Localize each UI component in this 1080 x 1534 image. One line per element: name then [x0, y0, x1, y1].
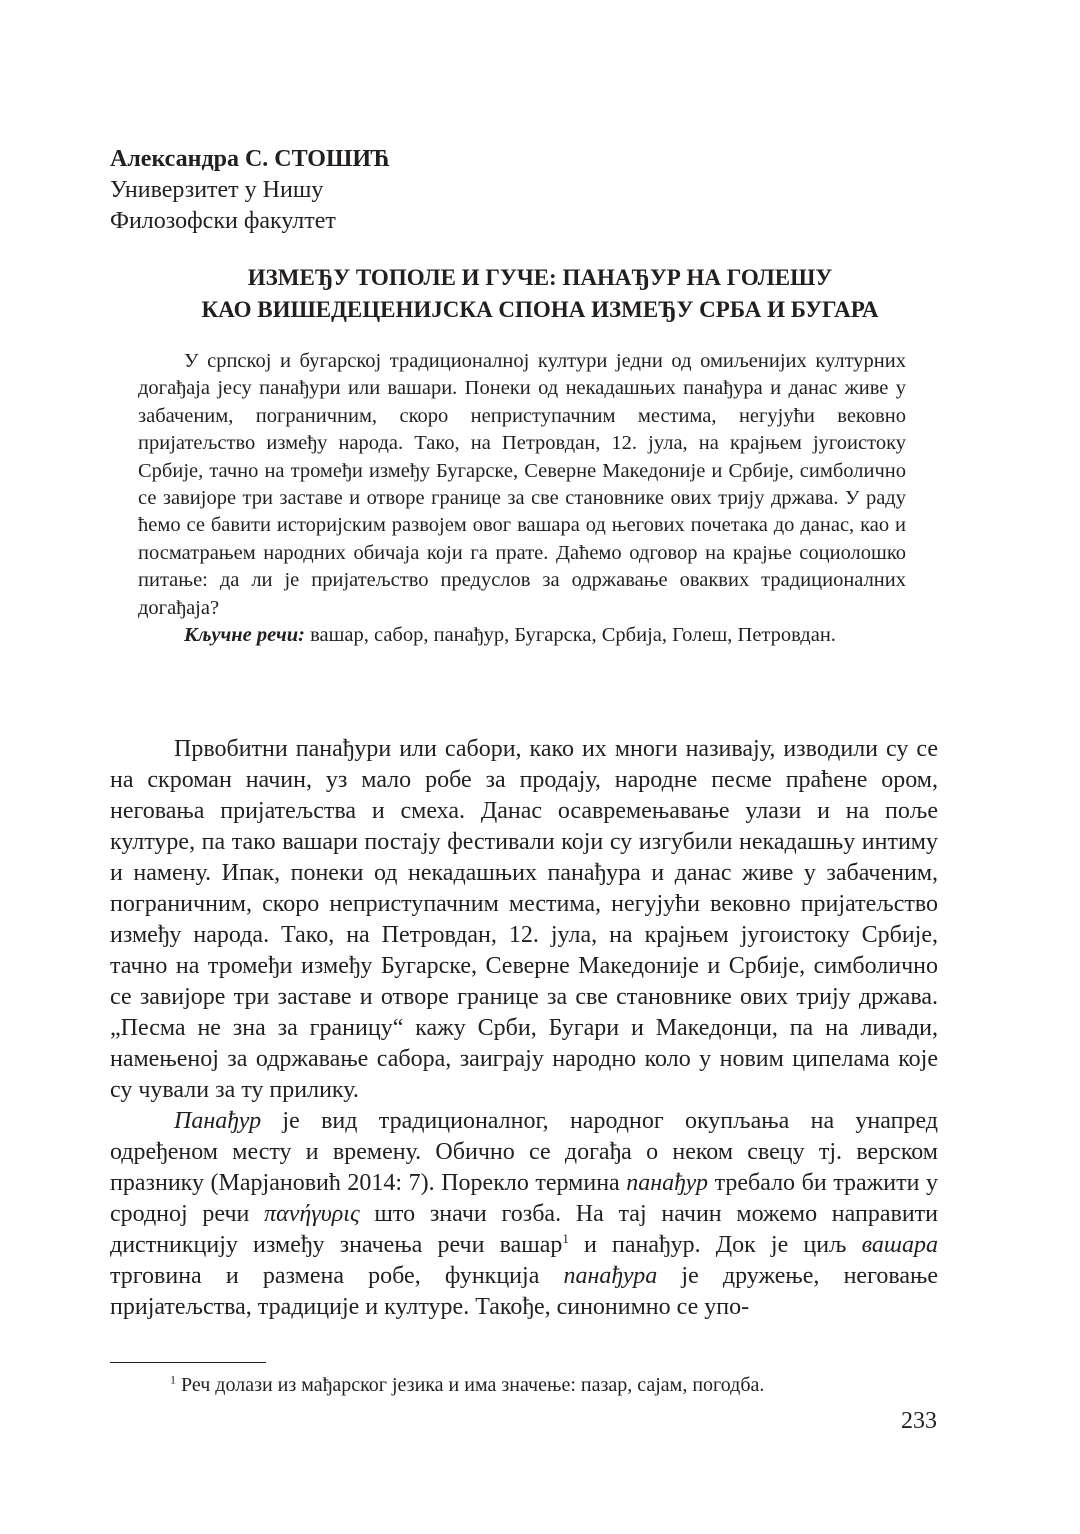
footnote-text: Реч долази из мађарског језика и има значење: пазар, сајам, погодба.: [176, 1374, 765, 1396]
page-number: 233: [901, 1408, 937, 1434]
keywords-label: Кључне речи:: [184, 624, 305, 647]
keywords-text: вашар, сабор, панађур, Бугарска, Србија, Голеш, Петровдан.: [310, 624, 836, 647]
body-p2-text-3: што значи гозба. На тај начин можемо направити дистникцију између значења речи вашар: [110, 1201, 938, 1258]
author-block: [110, 144, 390, 237]
term-greek: πανήγυρις: [264, 1201, 360, 1227]
affiliation-faculty: Филозофски факултет: [110, 208, 336, 234]
footnote: [170, 1372, 764, 1399]
article-title: [110, 262, 970, 326]
abstract-text: У српској и бугарској традиционалној култури једни од омиљенијих културних догађаја јесу панађури или вашари. Понеки од некадашњих панађура и данас живе у забаченим, пограничним, скоро неприступачним местима, негујући вековно пријатељство између народа. Тако, на Петровдан, 12. јула, на крајњем југоистоку Србије, тачно на тромеђи између Бугарске, Северне Македоније и Србије, симболично се завијоре три заставе и отворе границе за све становнике ових трију држава. У раду ћемо се бавити историјским развојем овог вашара од његових почетака до данас, као и посматрањем народних обичаја који га прате. Даћемо одговор на крајње социолошко питање: да ли је пријатељство предуслов за одржавање оваквих традиционалних догађаја?: [138, 350, 906, 619]
footnote-separator: [110, 1362, 266, 1363]
title-line-1: ИЗМЕЂУ ТОПОЛЕ И ГУЧЕ: ПАНАЂУР НА ГОЛЕШУ: [247, 265, 833, 290]
footnote-reference[interactable]: 1: [562, 1231, 569, 1246]
body-p2-text-2: требало би тражити у сродној речи: [110, 1170, 938, 1227]
title-line-2: КАО ВИШЕДЕЦЕНИЈСКА СПОНА ИЗМЕЂУ СРБА И БУГАРА: [201, 297, 879, 322]
affiliation-university: Универзитет у Нишу: [110, 177, 324, 203]
term-vashara: вашара: [861, 1232, 939, 1258]
term-panadjura: панађура: [563, 1263, 658, 1289]
abstract: [138, 348, 906, 649]
keywords: [138, 622, 906, 649]
body-p2-text-1: је вид традиционалног, народног окупљања на унапред одређеном месту и времену. Обично се догађа о неком свецу тј. верском празнику (Марјановић 2014: 7). Порекло термина: [110, 1108, 938, 1196]
body-paragraph-1: Првобитни панађури или сабори, како их многи називају, изводили су се на скроман начин, уз мало робе за продају, народне песме праћене ором, неговања пријатељства и смеха. Данас осавремењавање улази и на поље културе, па тако вашари постају фестивали који су изгубили некадашњу интиму и намену. Ипак, понеки од некадашњих панађура и данас живе у забаченим, пограничним, скоро неприступачним местима, негујући вековно пријатељство између народа. Тако, на Петровдан, 12. јула, на крајњем југоистоку Србије, тачно на тромеђи између Бугарске, Северне Македоније и Србије, симболично се завијоре три заставе и отворе границе за све становнике ових трију држава. „Песма не зна за границу“ кажу Срби, Бугари и Македонци, па на ливади, намењеној за одржавање сабора, заиграју народно коло у новим ципелама које су чували за ту прилику.: [110, 736, 938, 1103]
term-panadjur: Панађур: [174, 1108, 262, 1134]
author-name: Александра С. СТОШИЋ: [110, 146, 391, 172]
body-paragraph-2: [110, 1106, 938, 1323]
body-p2-text-6: је дружење, неговање пријатељства, традиције и културе. Такође, синонимно се упо-: [110, 1263, 938, 1320]
footnote-marker: 1: [170, 1372, 176, 1387]
body-p2-text-5: трговина и размена робе, функција: [110, 1263, 564, 1289]
term-panadjur-2: панађур: [626, 1170, 709, 1196]
body-p2-text-4: и панађур. Док је циљ: [568, 1232, 862, 1258]
body-text: [110, 734, 938, 1323]
